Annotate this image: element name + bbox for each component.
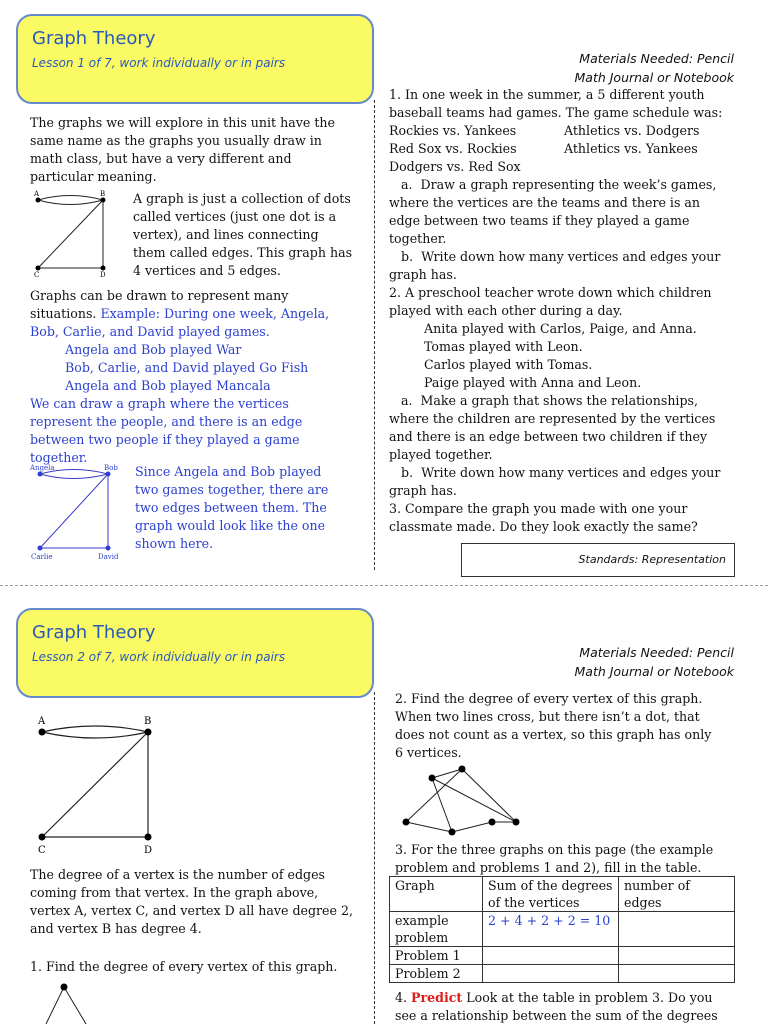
graph-vertex xyxy=(38,472,43,477)
vertex-label: D xyxy=(144,845,153,856)
text-line: particular meaning. xyxy=(30,169,157,184)
table-header xyxy=(390,877,483,912)
text-line: classmate made. Do they look exactly the same? xyxy=(389,519,698,534)
header-text: of the vertices xyxy=(488,895,580,910)
graph-edge xyxy=(432,778,516,822)
text-line: 2. A preschool teacher wrote down which children xyxy=(389,285,712,300)
text-line xyxy=(30,305,329,323)
graph-edge xyxy=(38,200,103,268)
lesson2-header xyxy=(16,608,374,698)
text-line: b. Write down how many vertices and edges your xyxy=(389,249,721,264)
text-line: 1. In one week in the summer, a 5 different youth xyxy=(389,87,705,102)
graph-vertex xyxy=(429,775,436,782)
materials-line: Math Journal or Notebook xyxy=(574,664,734,679)
game-row xyxy=(389,158,722,176)
table-header xyxy=(483,877,619,912)
vertex-label: A xyxy=(34,190,40,198)
cell-text: problem xyxy=(395,930,449,945)
game-item: Athletics vs. Dodgers xyxy=(564,123,700,138)
graph-diagram-problem2 xyxy=(396,762,536,840)
graph-vertex xyxy=(101,266,106,271)
vertex-label: D xyxy=(100,271,106,278)
vertex-label: Carlie xyxy=(31,553,53,561)
text-line: played with each other during a day. xyxy=(389,303,623,318)
text-line: graph has. xyxy=(389,267,457,282)
text-line: same name as the graphs you usually draw in xyxy=(30,133,322,148)
text-line: graph would look like the one xyxy=(135,518,326,533)
graph-vertex xyxy=(489,819,496,826)
text-line xyxy=(395,989,718,1007)
example-line: Bob, Carlie, and David played Go Fish xyxy=(65,360,309,375)
since-text xyxy=(135,463,328,553)
graph-vertex xyxy=(61,984,68,991)
vertex-label: Bob xyxy=(104,464,118,472)
degree-definition xyxy=(30,866,353,938)
vertex-label: David xyxy=(98,553,119,561)
question-3 xyxy=(395,841,713,877)
question-2 xyxy=(395,690,711,762)
column-divider xyxy=(374,100,375,570)
header-text: Graph xyxy=(395,878,435,893)
table-row xyxy=(390,947,735,965)
text-line: graph has. xyxy=(389,483,457,498)
graph-diagram-abcd-small xyxy=(28,190,118,278)
child-line: Paige played with Anna and Leon. xyxy=(424,375,642,390)
example-line: Angela and Bob played Mancala xyxy=(65,378,271,393)
vertex-label: C xyxy=(38,845,46,856)
graph-definition xyxy=(133,190,352,280)
lesson1-subtitle: Lesson 1 of 7, work individually or in pairs xyxy=(32,56,286,70)
game-item: Dodgers vs. Red Sox xyxy=(389,159,521,174)
text-line: Graphs can be drawn to represent many xyxy=(30,288,289,303)
graph-vertex xyxy=(106,472,111,477)
graph-vertex xyxy=(513,819,520,826)
standards-box: Standards: Representation xyxy=(461,543,735,577)
text-line: vertex), and lines connecting xyxy=(133,227,319,242)
text-run: situations. xyxy=(30,306,97,321)
graph-vertex xyxy=(39,729,46,736)
table-cell[interactable] xyxy=(619,965,735,983)
graph-vertex xyxy=(145,834,152,841)
game-item: Athletics vs. Yankees xyxy=(564,141,698,156)
table-cell: 2 + 4 + 2 + 2 = 10 xyxy=(483,912,619,947)
text-line: where the children are represented by the vertices xyxy=(389,411,716,426)
vertex-label: B xyxy=(100,190,106,198)
lesson1-title: Graph Theory xyxy=(32,28,156,49)
cell-text: example xyxy=(395,913,449,928)
graph-vertex xyxy=(101,198,106,203)
cell-text: Problem 2 xyxy=(395,966,461,981)
example-line: Bob, Carlie, and David played games. xyxy=(30,324,270,339)
card-separator xyxy=(0,585,768,586)
table-cell[interactable] xyxy=(483,965,619,983)
text-line: The graphs we will explore in this unit have the xyxy=(30,115,335,130)
text-line: edge between two teams if they played a game xyxy=(389,213,690,228)
text-line: b. Write down how many vertices and edges your xyxy=(389,465,721,480)
graph-edge xyxy=(432,778,452,832)
graph-edge xyxy=(42,726,148,732)
text-line: a. Draw a graph representing the week’s games, xyxy=(389,177,717,192)
lesson1-problems xyxy=(389,86,722,536)
graph-vertex xyxy=(36,266,41,271)
lesson1-materials xyxy=(575,49,735,87)
table-cell[interactable] xyxy=(619,912,735,947)
text-line: and vertex B has degree 4. xyxy=(30,921,202,936)
table-cell[interactable] xyxy=(619,947,735,965)
text-line: 3. Compare the graph you made with one your xyxy=(389,501,688,516)
header-text: edges xyxy=(624,895,662,910)
lesson2-materials xyxy=(575,643,735,681)
text-line: 2. Find the degree of every vertex of this graph. xyxy=(395,691,703,706)
degree-table xyxy=(389,876,735,983)
text-line: shown here. xyxy=(135,536,214,551)
graph-vertex xyxy=(403,819,410,826)
graph-vertex xyxy=(38,546,43,551)
graph-vertex xyxy=(36,198,41,203)
text-line: two edges between them. The xyxy=(135,500,327,515)
lesson2-title: Graph Theory xyxy=(32,622,156,643)
header-text: number of xyxy=(624,878,690,893)
text-line: together. xyxy=(389,231,447,246)
question-4 xyxy=(395,989,718,1025)
text-line: see a relationship between the sum of the degrees xyxy=(395,1008,718,1023)
column-divider xyxy=(374,692,375,1024)
text-run: Look at the table in problem 3. Do you xyxy=(466,990,713,1005)
graph-edge xyxy=(46,987,64,1024)
text-line: problem and problems 1 and 2), fill in the table. xyxy=(395,860,702,875)
text-line: a. Make a graph that shows the relationships, xyxy=(389,393,698,408)
graph-edge xyxy=(38,196,103,201)
text-line: does not count as a vertex, so this graph has only xyxy=(395,727,712,742)
text-line: two games together, there are xyxy=(135,482,329,497)
materials-line: Materials Needed: Pencil xyxy=(579,645,734,660)
table-header-row xyxy=(390,877,735,912)
vertex-label: Angela xyxy=(30,464,55,472)
table-cell xyxy=(390,947,483,965)
graph-vertex xyxy=(449,829,456,836)
game-item: Red Sox vs. Rockies xyxy=(389,141,517,156)
example-line: We can draw a graph where the vertices xyxy=(30,396,289,411)
text-line: When two lines cross, but there isn’t a dot, that xyxy=(395,709,700,724)
example-line: between two people if they played a game xyxy=(30,432,300,447)
example-line: represent the people, and there is an edge xyxy=(30,414,303,429)
text-line: 6 vertices. xyxy=(395,745,462,760)
child-line: Anita played with Carlos, Paige, and Anna. xyxy=(424,321,697,336)
graph-vertex xyxy=(39,834,46,841)
situations-example xyxy=(30,287,329,467)
text-line: called vertices (just one dot is a xyxy=(133,209,337,224)
lesson2-subtitle: Lesson 2 of 7, work individually or in pairs xyxy=(32,650,286,664)
text-line: Since Angela and Bob played xyxy=(135,464,322,479)
vertex-label: A xyxy=(38,716,46,727)
text-line: vertex A, vertex C, and vertex D all have degree 2, xyxy=(30,903,353,918)
text-line: math class, but have a very different and xyxy=(30,151,292,166)
graph-edge xyxy=(40,474,108,548)
text-line: and there is an edge between two children if they xyxy=(389,429,708,444)
text-line: 3. For the three graphs on this page (the example xyxy=(395,842,714,857)
header-text: Sum of the degrees xyxy=(488,878,613,893)
graph-edge xyxy=(406,822,452,832)
table-header xyxy=(619,877,735,912)
predict-label: Predict xyxy=(411,990,463,1005)
graph-diagram-people xyxy=(28,463,128,563)
text-line: played together. xyxy=(389,447,493,462)
text-line: them called edges. This graph has xyxy=(133,245,353,260)
graph-vertex xyxy=(459,766,466,773)
table-row xyxy=(390,912,735,947)
graph-edge xyxy=(452,822,492,832)
example-text: Example: During one week, Angela, xyxy=(100,306,330,321)
graph-vertex xyxy=(106,546,111,551)
text-line: A graph is just a collection of dots xyxy=(133,191,351,206)
question-number: 4. xyxy=(395,990,408,1005)
graph-edge xyxy=(64,987,86,1024)
materials-line: Materials Needed: Pencil xyxy=(579,51,734,66)
vertex-label: C xyxy=(34,271,40,278)
graph-edge xyxy=(42,732,148,837)
graph-vertex xyxy=(145,729,152,736)
lesson1-header xyxy=(16,14,374,104)
child-line: Tomas played with Leon. xyxy=(424,339,583,354)
graph-diagram-abcd-large xyxy=(30,712,170,857)
cell-text: Problem 1 xyxy=(395,948,461,963)
graph-edge xyxy=(38,200,103,205)
question-1: 1. Find the degree of every vertex of this graph. xyxy=(30,959,338,974)
table-cell xyxy=(390,965,483,983)
lesson1-intro xyxy=(30,114,335,186)
child-line: Carlos played with Tomas. xyxy=(424,357,593,372)
materials-line: Math Journal or Notebook xyxy=(574,70,734,85)
text-line: where the vertices are the teams and there is an xyxy=(389,195,701,210)
table-row xyxy=(390,965,735,983)
graph-edge xyxy=(462,769,516,822)
game-row xyxy=(389,140,722,158)
text-line: baseball teams had games. The game schedule was: xyxy=(389,105,723,120)
game-row xyxy=(389,122,722,140)
game-item: Rockies vs. Yankees xyxy=(389,123,517,138)
table-cell xyxy=(390,912,483,947)
graph-diagram-problem1 xyxy=(30,980,150,1024)
text-line: coming from that vertex. In the graph above, xyxy=(30,885,319,900)
example-line: together. xyxy=(30,450,88,465)
text-line: 4 vertices and 5 edges. xyxy=(133,263,281,278)
graph-edge xyxy=(40,474,108,479)
text-line: The degree of a vertex is the number of edges xyxy=(30,867,325,882)
graph-edge xyxy=(42,732,148,738)
table-cell[interactable] xyxy=(483,947,619,965)
example-line: Angela and Bob played War xyxy=(65,342,242,357)
vertex-label: B xyxy=(144,716,152,727)
